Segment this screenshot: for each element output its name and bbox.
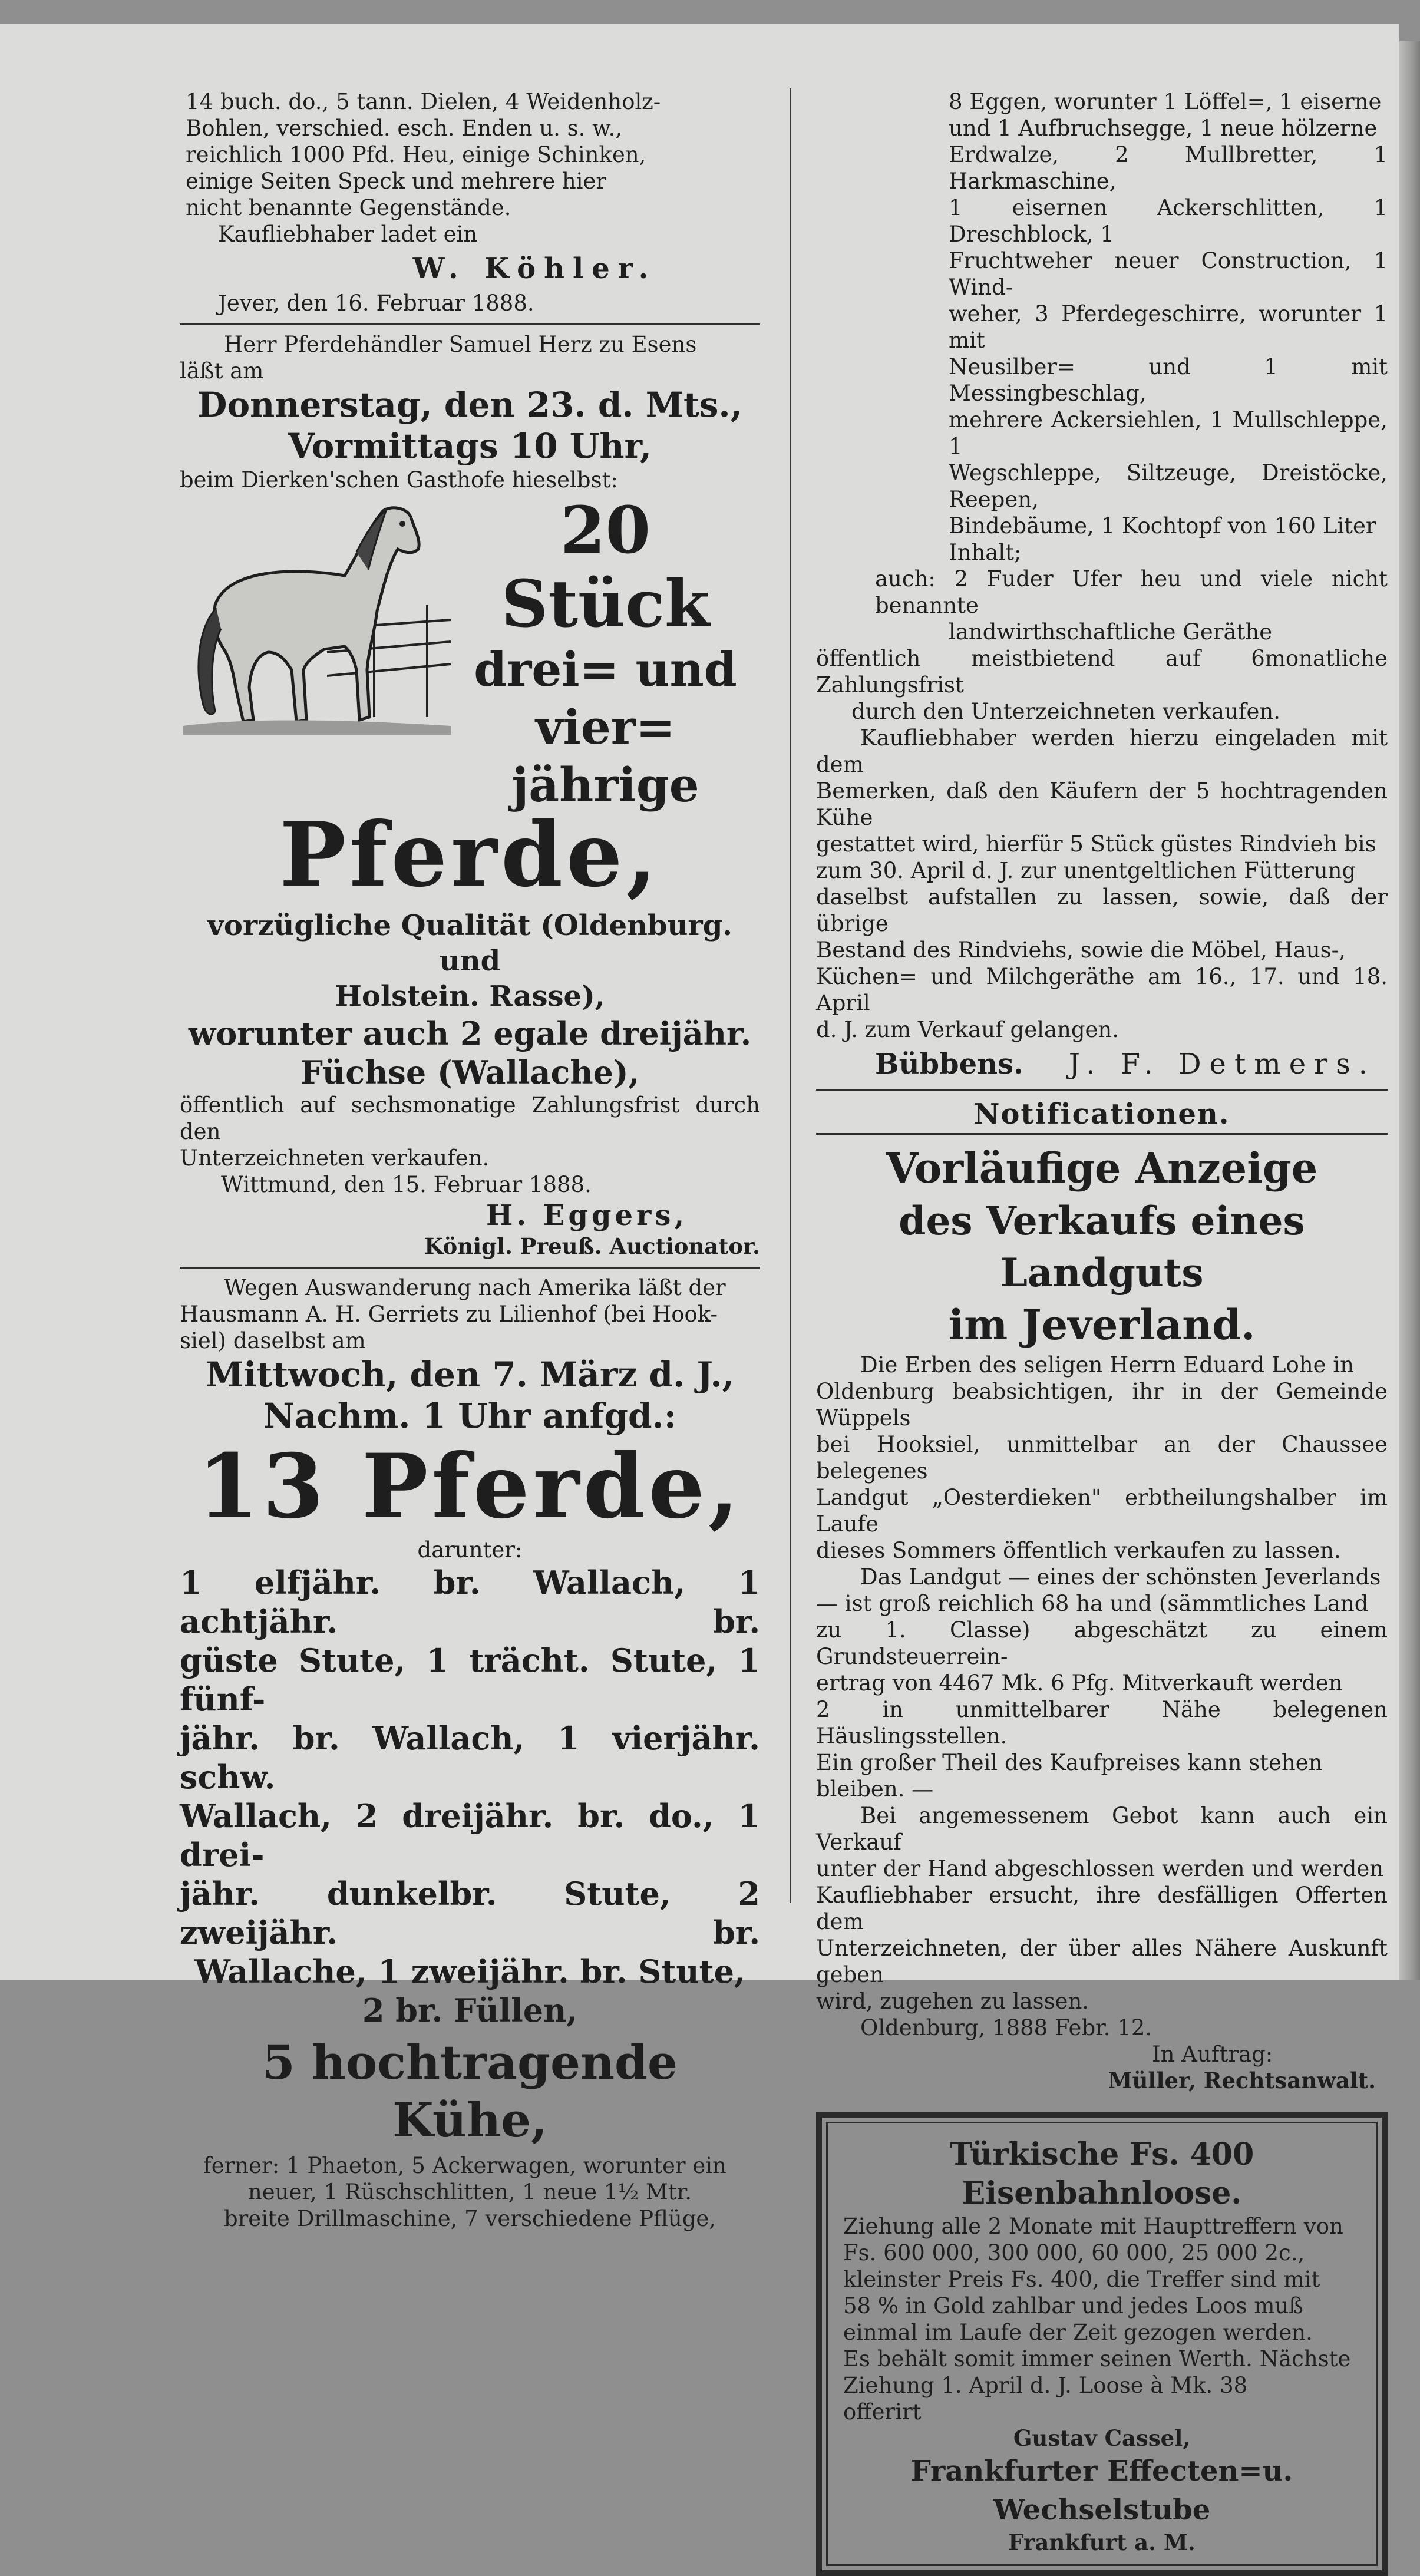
separator bbox=[180, 323, 760, 325]
page-edge bbox=[1399, 41, 1420, 1980]
ad-date-line: Donnerstag, den 23. d. Mts., bbox=[197, 385, 742, 425]
ad-also: landwirthschaftliche Geräthe bbox=[949, 619, 1273, 645]
ad-more: ferner: 1 Phaeton, 5 Ackerwagen, worunter ein bbox=[203, 2153, 726, 2178]
ad-signature: W. Köhler. bbox=[412, 252, 657, 285]
notice-text: Bei angemessenem Gebot kann auch ein Verkauf bbox=[816, 1803, 1388, 1855]
lottery-ad-box bbox=[816, 2112, 1388, 2576]
ad-intro2: läßt am bbox=[180, 358, 264, 384]
lottery-text: Es behält somit immer seinen Werth. Nächste bbox=[843, 2346, 1351, 2372]
ad-note: Bemerken, daß den Käufern der 5 hochtragenden Kühe bbox=[816, 778, 1388, 830]
lottery-text: 58 % in Gold zahlbar und jedes Loos muß bbox=[843, 2293, 1304, 2319]
notice-date: Oldenburg, 1888 Febr. 12. bbox=[860, 2015, 1152, 2040]
horse-heading bbox=[451, 493, 760, 814]
ad-also: auch: 2 Fuder Ufer heu und viele nicht benannte bbox=[875, 566, 1388, 618]
ad-more: breite Drillmaschine, 7 verschiedene Pflüge, bbox=[223, 2206, 716, 2231]
lottery-text: Ziehung alle 2 Monate mit Haupttreffern von bbox=[843, 2214, 1343, 2239]
ad-terms: durch den Unterzeichneten verkaufen. bbox=[851, 699, 1280, 724]
notice-title: des Verkaufs eines Landguts bbox=[899, 1198, 1305, 1296]
notice-text: — ist groß reichlich 68 ha und (sämmtliches Land bbox=[816, 1591, 1369, 1616]
lottery-firm: Gustav Cassel, bbox=[1013, 2425, 1191, 2451]
ad-intro: Wegen Auswanderung nach Amerika läßt der bbox=[224, 1275, 726, 1300]
notice-title: im Jeverland. bbox=[948, 1300, 1256, 1349]
ad-note: Bestand des Rindviehs, sowie die Möbel, Haus-, bbox=[816, 937, 1346, 963]
ad-place: beim Dierken'schen Gasthofe hieselbst: bbox=[180, 467, 618, 493]
ad-place: Bübbens. bbox=[875, 1048, 1023, 1081]
notice-text: wird, zugehen zu lassen. bbox=[816, 1989, 1089, 2014]
lottery-text: Ziehung 1. April d. J. Loose à Mk. 38 bbox=[843, 2373, 1248, 2398]
ad-note: Kaufliebhaber werden hierzu eingeladen mit dem bbox=[816, 725, 1388, 777]
ad-text-line: mehrere Ackersiehlen, 1 Mullschleppe, 1 bbox=[949, 407, 1388, 459]
notice-text: Die Erben des seligen Herrn Eduard Lohe in bbox=[860, 1352, 1354, 1378]
ad-note: d. J. zum Verkauf gelangen. bbox=[816, 1017, 1120, 1042]
ad-time-line: Vormittags 10 Uhr, bbox=[288, 426, 652, 466]
ad-quality-2: Holstein. Rasse), bbox=[335, 980, 605, 1013]
ad-footer bbox=[816, 1043, 1388, 1082]
lottery-text: offerirt bbox=[843, 2399, 922, 2425]
separator bbox=[180, 1267, 760, 1269]
ad-age-2: jährige bbox=[511, 757, 699, 813]
ad-detail: Wallache, 1 zweijähr. br. Stute, bbox=[194, 1953, 745, 1990]
lottery-text: einmal im Laufe der Zeit gezogen werden. bbox=[843, 2320, 1313, 2345]
notice-text: zu 1. Classe) abgeschätzt zu einem Grundsteuerrein- bbox=[816, 1617, 1388, 1669]
ad-text-line: reichlich 1000 Pfd. Heu, einige Schinken, bbox=[186, 142, 646, 167]
ad-title: Königl. Preuß. Auctionator. bbox=[424, 1233, 760, 1259]
notice-text: unter der Hand abgeschlossen werden und werden bbox=[816, 1856, 1384, 1881]
ad-text-line: und 1 Aufbruchsegge, 1 neue hölzerne bbox=[949, 115, 1378, 141]
ad-text-line: Bindebäume, 1 Kochtopf von 160 Liter bbox=[949, 513, 1376, 539]
ad-text-line: 14 buch. do., 5 tann. Dielen, 4 Weidenholz- bbox=[186, 89, 661, 114]
notice-text: ertrag von 4467 Mk. 6 Pfg. Mitverkauft werden bbox=[816, 1670, 1343, 1696]
ad-text-line: Wegschleppe, Siltzeuge, Dreistöcke, Reepen, bbox=[949, 460, 1388, 512]
horse-illustration bbox=[180, 493, 451, 741]
notice-text: Unterzeichneten, der über alles Nähere Auskunft geben bbox=[816, 1936, 1388, 1987]
ad-koehler bbox=[180, 88, 760, 316]
ad-text-line: 1 eisernen Ackerschlitten, 1 Dreschblock, 1 bbox=[949, 195, 1388, 247]
ad-text-line: Bohlen, verschied. esch. Enden u. s. w., bbox=[186, 115, 622, 141]
ad-invite: Kaufliebhaber ladet ein bbox=[218, 222, 478, 247]
ad-signature: H. Eggers, bbox=[486, 1199, 688, 1232]
ad-text-line: Fruchtweher neuer Construction, 1 Wind- bbox=[949, 248, 1388, 300]
lottery-text: Fs. 600 000, 300 000, 60 000, 25 000 2c., bbox=[843, 2240, 1305, 2265]
ad-extra-2: Füchse (Wallache), bbox=[300, 1053, 640, 1091]
notice-text: Landgut „Oesterdieken" erbtheilungshalber im Laufe bbox=[816, 1485, 1388, 1537]
ad-text-line: weher, 3 Pferdegeschirre, worunter 1 mit bbox=[949, 301, 1388, 353]
ad-detail: jähr. br. Wallach, 1 vierjähr. schw. bbox=[180, 1719, 760, 1796]
lottery-city: Frankfurt a. M. bbox=[1008, 2529, 1196, 2555]
column-divider bbox=[790, 88, 791, 1903]
ad-date: Jever, den 16. Februar 1888. bbox=[218, 290, 534, 316]
ad-detail: Wallach, 2 dreijähr. br. do., 1 drei- bbox=[180, 1797, 760, 1874]
ad-text-line: Neusilber= und 1 mit Messingbeschlag, bbox=[949, 354, 1388, 406]
ad-headline: Pferde, bbox=[279, 803, 661, 907]
notice-text: 2 in unmittelbarer Nähe belegenen Häuslingsstellen. bbox=[816, 1697, 1388, 1749]
ad-detail: güste Stute, 1 trächt. Stute, 1 fünf- bbox=[180, 1642, 760, 1718]
ad-terms: öffentlich meistbietend auf 6monatliche Zahlungsfrist bbox=[816, 646, 1388, 698]
left-column bbox=[180, 88, 760, 2232]
ad-detail: 2 br. Füllen, bbox=[362, 1992, 578, 2029]
notice-text: Ein großer Theil des Kaufpreises kann stehen bbox=[816, 1750, 1323, 1775]
notice-text: bleiben. — bbox=[816, 1776, 934, 1802]
ad-text-line: einige Seiten Speck und mehrere hier bbox=[186, 169, 607, 194]
section-header: Notificationen. bbox=[973, 1098, 1230, 1131]
ad-detail: 1 elfjähr. br. Wallach, 1 achtjähr. br. bbox=[180, 1564, 760, 1640]
ad-horse-sale bbox=[180, 331, 760, 1260]
ad-cows: 5 hochtragende Kühe, bbox=[262, 2035, 678, 2148]
ad-age-1: drei= und vier= bbox=[474, 642, 737, 755]
ad-sub: darunter: bbox=[417, 1537, 523, 1563]
ad-signature: J. F. Detmers. bbox=[1068, 1048, 1376, 1081]
lottery-firm-name: Frankfurter Effecten=u. Wechselstube bbox=[910, 2455, 1293, 2527]
ad-intro: siel) daselbst am bbox=[180, 1328, 366, 1353]
lottery-title: Türkische Fs. 400 Eisenbahnloose. bbox=[949, 2136, 1254, 2211]
notice-title: Vorläufige Anzeige bbox=[886, 1144, 1318, 1193]
notice-auftrag: In Auftrag: bbox=[1152, 2042, 1273, 2067]
ad-continuation bbox=[816, 88, 1388, 1082]
notice-signature: Müller, Rechtsanwalt. bbox=[1108, 2068, 1376, 2093]
ad-text-line: 8 Eggen, worunter 1 Löffel=, 1 eiserne bbox=[949, 89, 1382, 114]
ad-more: neuer, 1 Rüschschlitten, 1 neue 1½ Mtr. bbox=[247, 2179, 692, 2205]
separator bbox=[816, 1133, 1388, 1135]
notice-text: Das Landgut — eines der schönsten Jeverlands bbox=[860, 1564, 1381, 1590]
ad-text-line: Erdwalze, 2 Mullbretter, 1 Harkmaschine, bbox=[949, 142, 1388, 194]
notice-text: dieses Sommers öffentlich verkaufen zu lassen. bbox=[816, 1538, 1341, 1563]
ad-count: 20 Stück bbox=[501, 492, 710, 642]
notice-text: Kaufliebhaber ersucht, ihre desfälligen Offerten dem bbox=[816, 1883, 1388, 1934]
lottery-text: kleinster Preis Fs. 400, die Treffer sind mit bbox=[843, 2267, 1320, 2292]
ad-text-line: nicht benannte Gegenstände. bbox=[186, 195, 511, 220]
ad-terms: Unterzeichneten verkaufen. bbox=[180, 1145, 490, 1171]
ad-note: gestattet wird, hierfür 5 Stück güstes Rindvieh bis bbox=[816, 831, 1376, 857]
ad-time-line: Nachm. 1 Uhr anfgd.: bbox=[263, 1396, 677, 1436]
notice-text: bei Hooksiel, unmittelbar an der Chaussee belegenes bbox=[816, 1432, 1388, 1484]
ad-intro: Herr Pferdehändler Samuel Herz zu Esens bbox=[224, 332, 697, 357]
notifications-section bbox=[816, 1097, 1388, 2094]
ad-detail: jähr. dunkelbr. Stute, 2 zweijähr. br. bbox=[180, 1875, 760, 1951]
ad-text-line: Inhalt; bbox=[949, 540, 1022, 565]
notice-text: Oldenburg beabsichtigen, ihr in der Gemeinde Wüppels bbox=[816, 1379, 1388, 1431]
ad-headline: 13 Pferde, bbox=[197, 1435, 743, 1538]
ad-date-line: Mittwoch, den 7. März d. J., bbox=[206, 1355, 734, 1395]
ad-quality-1: vorzügliche Qualität (Oldenburg. und bbox=[207, 909, 732, 977]
ad-extra-1: worunter auch 2 egale dreijähr. bbox=[188, 1015, 752, 1052]
ad-note: zum 30. April d. J. zur unentgeltlichen Fütterung bbox=[816, 858, 1356, 883]
ad-terms: öffentlich auf sechsmonatige Zahlungsfrist durch den bbox=[180, 1092, 760, 1144]
right-column bbox=[816, 88, 1388, 2576]
ad-intro: Hausmann A. H. Gerriets zu Lilienhof (bei Hook- bbox=[180, 1302, 718, 1327]
ad-emigration-sale bbox=[180, 1274, 760, 2232]
ad-note: daselbst aufstallen zu lassen, sowie, daß der übrige bbox=[816, 884, 1388, 936]
ad-date: Wittmund, den 15. Februar 1888. bbox=[221, 1172, 592, 1197]
separator bbox=[816, 1089, 1388, 1091]
ad-note: Küchen= und Milchgeräthe am 16., 17. und 18. April bbox=[816, 964, 1388, 1016]
horse-block bbox=[180, 493, 760, 814]
